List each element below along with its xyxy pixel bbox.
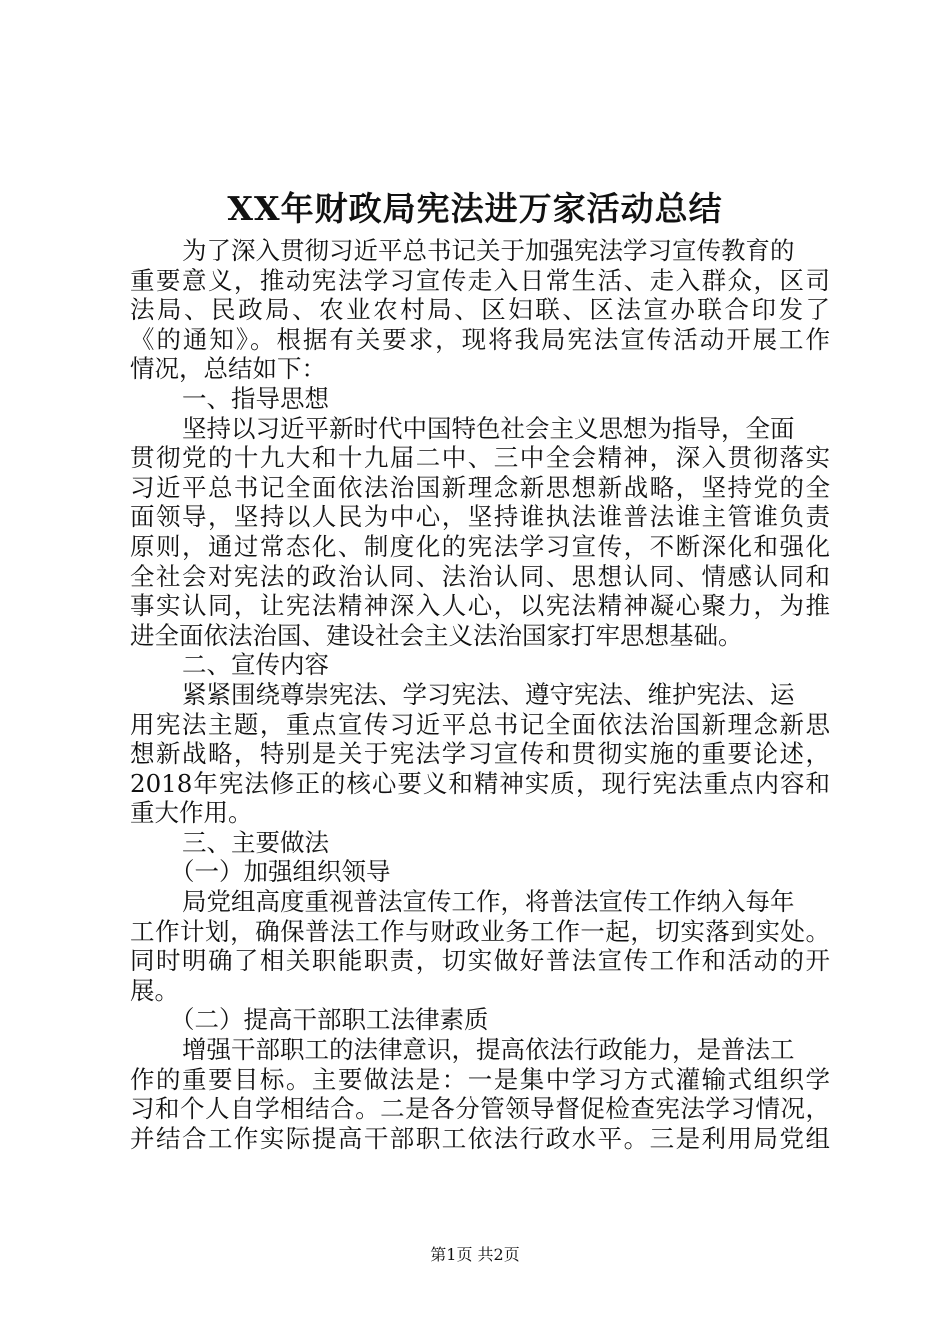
paragraph-line: 情况，总结如下：	[130, 354, 326, 384]
paragraph-line: 全社会对宪法的政治认同、法治认同、思想认同、情感认同和	[130, 561, 830, 591]
paragraph-line: 事实认同，让宪法精神深入人心，以宪法精神凝心聚力，为推	[130, 591, 830, 621]
paragraph-line: 面领导，坚持以人民为中心，坚持谁执法谁普法谁主管谁负责	[130, 502, 830, 532]
paragraph-line: 习近平总书记全面依法治国新理念新思想新战略，坚持党的全	[130, 472, 830, 502]
paragraph-line: 原则，通过常态化、制度化的宪法学习宣传，不断深化和强化	[130, 531, 830, 561]
paragraph-line: 同时明确了相关职能职责，切实做好普法宣传工作和活动的开	[130, 946, 830, 976]
paragraph-line: 想新战略，特别是关于宪法学习宣传和贯彻实施的重要论述，	[130, 739, 830, 769]
paragraph-line: 进全面依法治国、建设社会主义法治国家打牢思想基础。	[130, 620, 743, 650]
paragraph-line: 局党组高度重视普法宣传工作，将普法宣传工作纳入每年	[182, 887, 795, 917]
paragraph-line: 坚持以习近平新时代中国特色社会主义思想为指导，全面	[182, 413, 795, 443]
paragraph-line: 为了深入贯彻习近平总书记关于加强宪法学习宣传教育的	[182, 236, 795, 265]
paragraph-line: 重大作用。	[130, 798, 253, 828]
section-heading: 三、主要做法	[182, 827, 329, 857]
paragraph-line: 重要意义，推动宪法学习宣传走入日常生活、走入群众，区司	[130, 265, 830, 295]
subsection-heading: （二）提高干部职工法律素质	[170, 1005, 489, 1035]
paragraph-line: 展。	[130, 975, 179, 1005]
paragraph-line: 用宪法主题，重点宣传习近平总书记全面依法治国新理念新思	[130, 709, 830, 739]
subsection-heading: （一）加强组织领导	[170, 857, 391, 887]
section-heading: 一、指导思想	[182, 383, 329, 413]
paragraph-line: 作的重要目标。主要做法是：一是集中学习方式灌输式组织学	[130, 1064, 830, 1094]
paragraph-line: 紧紧围绕尊崇宪法、学习宪法、遵守宪法、维护宪法、运	[182, 679, 795, 709]
paragraph-line: 习和个人自学相结合。二是各分管领导督促检查宪法学习情况，	[130, 1094, 830, 1124]
paragraph-line: 工作计划，确保普法工作与财政业务工作一起，切实落到实处。	[130, 916, 830, 946]
paragraph-line: 增强干部职工的法律意识，提高依法行政能力，是普法工	[182, 1035, 795, 1065]
paragraph-line: 并结合工作实际提高干部职工依法行政水平。三是利用局党组	[130, 1123, 830, 1153]
page-number-footer: 第1页 共2页	[430, 1245, 520, 1264]
document-title: XX年财政局宪法进万家活动总结	[227, 189, 723, 228]
section-heading: 二、宣传内容	[182, 650, 329, 680]
paragraph-line: 贯彻党的十九大和十九届二中、三中全会精神，深入贯彻落实	[130, 443, 830, 473]
paragraph-line: 法局、民政局、农业农村局、区妇联、区法宣办联合印发了	[130, 295, 830, 325]
paragraph-line: 2018年宪法修正的核心要义和精神实质，现行宪法重点内容和	[130, 768, 830, 798]
paragraph-line: 《的通知》。根据有关要求，现将我局宪法宣传活动开展工作	[130, 324, 830, 354]
document-body	[130, 236, 830, 1153]
